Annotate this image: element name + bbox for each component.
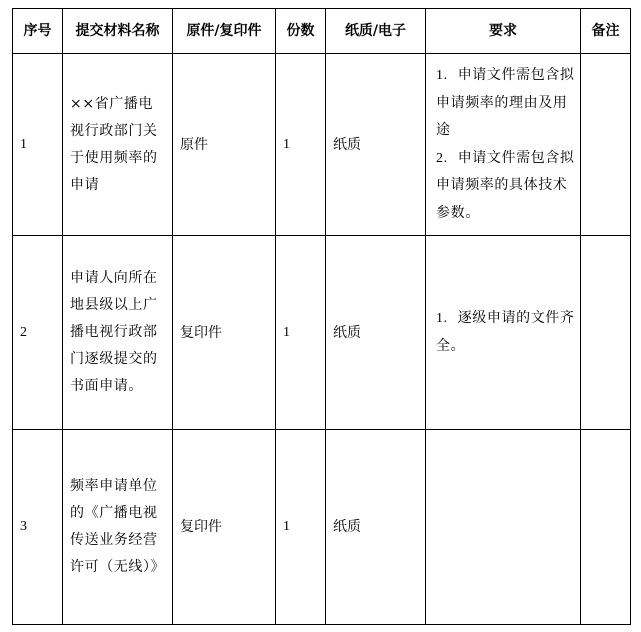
- header-original-or-copy: 原件/复印件: [173, 9, 276, 54]
- material-name-cell: [63, 430, 173, 625]
- paper-or-electronic: 纸质: [326, 236, 426, 430]
- header-copies: 份数: [276, 9, 326, 54]
- header-row: [13, 9, 631, 54]
- material-name: ××省广播电视行政部门关于使用频率的申请: [70, 95, 158, 193]
- remarks: [581, 430, 631, 625]
- row-index: 1: [13, 54, 63, 236]
- requirement-item: [433, 145, 575, 228]
- requirement-text: 申请文件需包含拟申请频率的具体技术参数。: [436, 149, 575, 221]
- copies: 1: [276, 236, 326, 430]
- material-name: 申请人向所在地县级以上广播电视行政部门逐级提交的书面申请。: [70, 270, 158, 394]
- requirements-cell: [426, 54, 581, 236]
- requirement-number: 2.: [436, 150, 448, 166]
- requirement-number: 1.: [436, 311, 448, 326]
- header-index: 序号: [13, 9, 63, 54]
- requirements-list: [433, 305, 575, 360]
- original-or-copy: 复印件: [173, 430, 276, 625]
- materials-table: [12, 8, 631, 625]
- row-index: 2: [13, 236, 63, 430]
- requirement-text: 申请文件需包含拟申请频率的理由及用途: [436, 67, 575, 138]
- paper-or-electronic: 纸质: [326, 430, 426, 625]
- row-index: 3: [13, 430, 63, 625]
- table-row: [13, 430, 631, 625]
- original-or-copy: 原件: [173, 54, 276, 236]
- copies: 1: [276, 430, 326, 625]
- requirements-cell: [426, 430, 581, 625]
- remarks: [581, 236, 631, 430]
- header-remarks: 备注: [581, 9, 631, 54]
- table-row: [13, 54, 631, 236]
- header-requirements: 要求: [426, 9, 581, 54]
- requirement-number: 1.: [436, 68, 448, 83]
- material-name: 频率申请单位的《广播电视传送业务经营许可（无线）》: [70, 478, 166, 575]
- material-name-cell: [63, 54, 173, 236]
- requirement-item: [433, 305, 575, 360]
- original-or-copy: 复印件: [173, 236, 276, 430]
- requirement-text: 逐级申请的文件齐全。: [436, 310, 575, 354]
- table-row: [13, 236, 631, 430]
- copies: 1: [276, 54, 326, 236]
- paper-or-electronic: 纸质: [326, 54, 426, 236]
- requirement-item: [433, 62, 575, 145]
- header-paper-or-electronic: 纸质/电子: [326, 9, 426, 54]
- requirements-list: [433, 62, 575, 227]
- material-name-cell: [63, 236, 173, 430]
- requirements-cell: [426, 236, 581, 430]
- header-material-name: 提交材料名称: [63, 9, 173, 54]
- remarks: [581, 54, 631, 236]
